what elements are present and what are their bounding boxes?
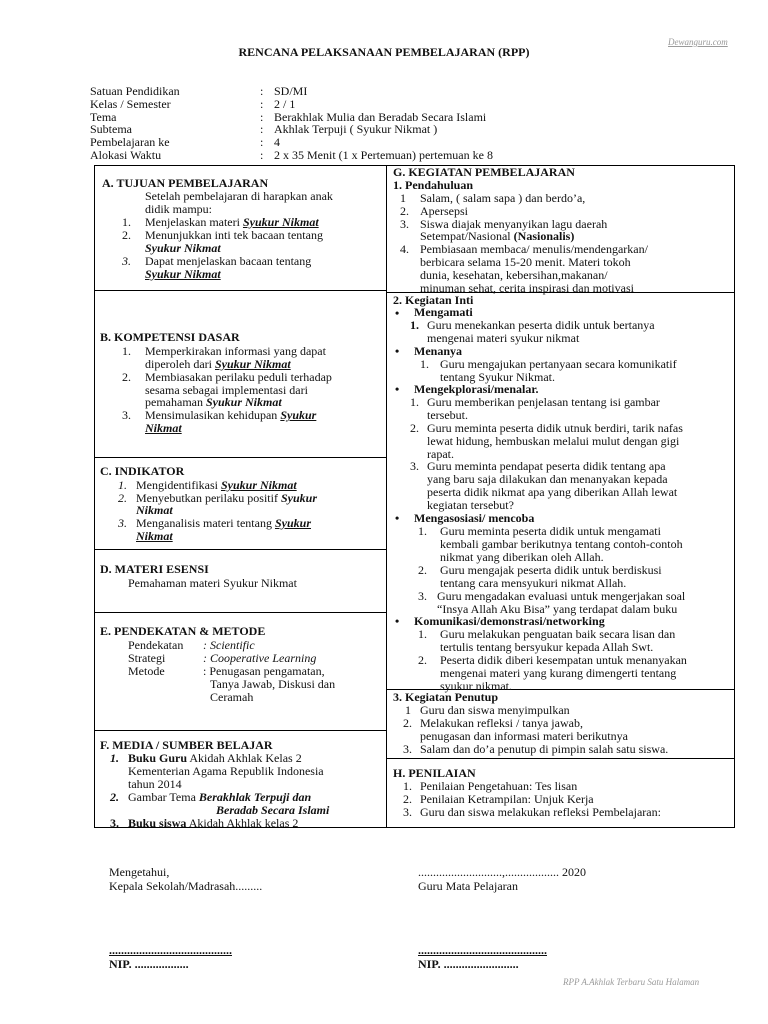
list-item: mengenai materi syukur nikmat [427,331,580,345]
nip-left: NIP. .................. [109,957,189,971]
list-item: tahun 2014 [128,777,182,791]
method-value: Tanya Jawab, Diskusi dan [210,677,336,691]
activity-heading: Mengamati [414,305,473,319]
list-number: 3. [410,459,419,473]
meta-row [90,149,493,162]
list-number: 2. [418,563,427,577]
bullet: • [395,614,400,628]
meta-value: Berakhlak Mulia dan Beradab Secara Islami [274,109,487,124]
row-divider [94,549,386,550]
list-item: Menganalisis materi tentang Syukur [136,516,311,530]
watermark-bottom: RPP A.Akhlak Terbaru Satu Halaman [563,977,700,987]
list-item: Buku siswa Akidah Akhlak kelas 2 [128,816,299,830]
list-item: Guru melakukan penguatan baik secara lisan dan [440,627,676,641]
list-item: Menjelaskan materi Syukur Nikmat [145,215,319,229]
list-number: 1. [420,357,429,371]
signature-line-right: ........................................... [418,943,547,957]
meta-colon: : [260,147,264,162]
footer-right-date: ............................,.................. 2020 [418,865,586,879]
list-number: 2. [403,716,412,730]
list-number: 1. [410,395,419,409]
list-item: “Insya Allah Aku Bisa” yang terdapat dalam buku [437,602,678,616]
list-item-text: Setempat/Nasional [420,229,514,244]
list-number: 3. [403,742,412,756]
subsection-heading: 1. Pendahuluan [393,178,474,192]
method-label: Strategi [128,651,166,665]
list-number: 1. [403,779,412,793]
list-number: 2. [118,491,127,505]
list-number: 2. [122,370,131,384]
section-f-heading: F. MEDIA / SUMBER BELAJAR [100,738,273,752]
subsection-heading: 2. Kegiatan Inti [393,293,474,307]
list-number: 3. [122,408,131,422]
method-value: Ceramah [210,690,254,704]
list-item-emphasis: Nikmat [145,421,182,435]
meta-key: Subtema [90,122,132,137]
list-item: rapat. [427,447,454,461]
list-item-emphasis: Syukur Nikmat [145,267,221,281]
list-number: 1. [122,215,131,229]
page-title: RENCANA PELAKSANAAN PEMBELAJARAN (RPP) [238,45,530,59]
meta-value: SD/MI [274,84,308,98]
list-number: 2. [410,421,419,435]
list-item-text: Salam, ( salam sapa ) dan berdo’a, [420,191,586,205]
method-label: Metode [128,664,165,678]
list-item: Menyebutkan perilaku positif Syukur [136,491,317,505]
list-item: Buku Guru Akidah Akhlak Kelas 2 [128,751,302,765]
section-a-intro: Setelah pembelajaran di harapkan anak [145,189,333,203]
meta-key: Pembelajaran ke [90,135,170,150]
list-item: kegiatan tersebut? [427,498,514,512]
footer-left-label: Mengetahui, [109,865,170,879]
list-number: 1 [400,191,406,205]
meta-row [90,85,493,98]
bullet: • [395,344,400,358]
list-item: lewat hidung, hembuskan melalui mulut dengan gigi [427,434,680,448]
list-item: peserta didik nikmat apa yang diberikan Allah lewat [427,485,678,499]
section-c-heading: C. INDIKATOR [100,464,185,478]
meta-key: Satuan Pendidikan [90,84,180,98]
meta-row [90,98,493,111]
section-a-intro: didik mampu: [145,202,212,216]
list-item-text: minuman sehat, cerita inspirasi dan motivasi [420,280,634,295]
section-e-heading: E. PENDEKATAN & METODE [100,624,266,638]
pendahuluan-list [400,192,730,294]
list-item-emphasis: Nikmat [136,529,173,543]
subsection-heading: 3. Kegiatan Penutup [393,690,499,704]
watermark-top[interactable]: Dewanguru.com [668,37,728,47]
meta-value: 2 x 35 Menit (1 x Pertemuan) pertemuan ke 8 [274,147,493,162]
section-a-heading: A. TUJUAN PEMBELAJARAN [102,176,269,190]
list-number: 4. [400,242,409,257]
meta-key: Kelas / Semester [90,96,171,111]
list-item: Guru dan siswa melakukan refleksi Pembelajaran: [420,805,661,819]
row-divider [94,457,386,458]
list-number: 2. [122,228,131,242]
row-divider [94,290,386,291]
list-number: 1. [118,478,127,492]
list-item: Memperkirakan informasi yang dapat [145,344,326,358]
meta-key: Alokasi Waktu [90,147,162,162]
list-number: 2. [110,790,119,804]
meta-colon: : [260,109,264,124]
list-item: Membiasakan perilaku peduli terhadap [145,370,332,384]
meta-key: Tema [90,109,117,124]
list-number: 3. [122,254,131,268]
list-number: 3. [118,516,127,530]
section-h-heading: H. PENILAIAN [393,766,476,780]
footer-left-role: Kepala Sekolah/Madrasah......... [109,879,263,893]
meta-colon: : [260,122,264,137]
list-number: 3. [418,589,427,603]
bullet: • [395,382,400,396]
list-item: Mensimulasikan kehidupan Syukur [145,408,317,422]
list-number: 3. [403,805,412,819]
list-item: mengenai materi yang kurang dimengerti tentang [440,666,677,680]
list-item: sesama sebagai implementasi dari [145,383,308,397]
column-divider [386,165,387,828]
bullet: • [395,306,400,320]
list-item: Guru menekankan peserta didik untuk bertanya [427,318,655,332]
footer-right-role: Guru Mata Pelajaran [418,879,518,893]
activity-heading: Komunikasi/demonstrasi/networking [414,614,605,628]
list-number: 2. [403,792,412,806]
list-item-text: Apersepsi [420,203,468,218]
activity-heading: Mengekplorasi/menalar. [414,382,539,396]
list-item: Guru dan siswa menyimpulkan [420,703,570,717]
row-divider [386,758,735,759]
list-number: 1. [418,627,427,641]
section-g-heading: G. KEGIATAN PEMBELAJARAN [393,165,575,179]
list-item: Guru mengajak peserta didik untuk berdiskusi [440,563,662,577]
activity-heading: Mengasosiasi/ mencoba [414,511,535,525]
list-item: Penilaian Ketrampilan: Unjuk Kerja [420,792,594,806]
list-item: Dapat menjelaskan bacaan tentang [145,254,312,268]
list-item-emphasis: (Nasionalis) [513,229,575,244]
meta-value: Akhlak Terpuji ( Syukur Nikmat ) [274,122,438,137]
row-divider [94,730,386,731]
list-number: 2. [400,203,409,218]
list-item: tertulis tentang bersyukur kepada Allah Swt. [440,640,654,654]
list-number: 1. [110,751,119,765]
list-item: Menunjukkan inti tek bacaan tentang [145,228,323,242]
list-item: syukur nikmat. [440,679,512,693]
list-item: Guru memberikan penjelasan tentang isi gambar [427,395,660,409]
list-item: diperoleh dari Syukur Nikmat [145,357,291,371]
list-item: Guru mengadakan evaluasi untuk mengerjakan soal [437,589,686,603]
list-number: 3. [400,216,409,231]
list-item-emphasis: Syukur Nikmat [145,241,221,255]
list-item-text: Siswa diajak menyanyikan lagu daerah [420,216,608,231]
meta-colon: : [260,135,264,150]
signature-line-left: ......................................... [109,943,232,957]
nip-right: NIP. ......................... [418,957,519,971]
meta-value: 2 / 1 [274,96,296,111]
list-number: 2. [418,653,427,667]
list-item: Kementerian Agama Republik Indonesia [128,764,324,778]
section-d-heading: D. MATERI ESENSI [100,562,209,576]
meta-colon: : [260,96,264,111]
list-number: 1. [122,344,131,358]
list-item: pemahaman Syukur Nikmat [145,395,282,409]
meta-info [90,85,493,162]
list-item: tentang cara mensyukuri nikmat Allah. [440,576,627,590]
section-b-heading: B. KOMPETENSI DASAR [100,330,240,344]
list-number: 3. [110,816,119,830]
list-item: penugasan dan informasi materi berikutnya [420,729,628,743]
list-item: nikmat yang diberikan oleh Allah. [440,550,604,564]
list-number: 1. [410,318,419,332]
list-item: kembali gambar berikutnya tentang contoh-contoh [440,537,683,551]
meta-colon: : [260,84,264,98]
row-divider [94,612,386,613]
activity-heading: Menanya [414,344,462,358]
method-value: : Penugasan pengamatan, [203,664,325,678]
list-item-emphasis: Nikmat [136,503,173,517]
list-item-text: berbicara selama 15-20 menit. Materi tokoh [420,254,631,269]
list-item-text: Pembiasaan membaca/ menulis/mendengarkan/ [420,242,648,257]
list-item: Gambar Tema Berakhlak Terpuji dan [128,790,312,804]
meta-value: 4 [274,135,280,150]
section-d-text: Pemahaman materi Syukur Nikmat [128,576,297,590]
list-item: Guru mengajukan pertanyaan secara komunikatif [440,357,677,371]
bullet: • [395,511,400,525]
list-item: Guru meminta pendapat peserta didik tentang apa [427,459,666,473]
list-item: Guru meminta peserta didik utnuk berdiri, tarik nafas [427,421,683,435]
method-value: : Scientific [203,638,255,652]
list-item-emphasis: Beradab Secara Islami [216,803,330,817]
list-item: tentang Syukur Nikmat. [440,370,555,384]
list-item-text: dunia, kesehatan, kebersihan,makanan/ [420,267,608,282]
list-item: Melakukan refleksi / tanya jawab, [420,716,583,730]
list-item: Peserta didik diberi kesempatan untuk menanyakan [440,653,687,667]
list-item: tersebut. [427,408,468,422]
list-item: Mengidentifikasi Syukur Nikmat [136,478,297,492]
list-item: Salam dan do’a penutup di pimpin salah satu siswa. [420,742,669,756]
list-number: 1. [418,524,427,538]
method-label: Pendekatan [128,638,184,652]
list-number: 1 [405,703,411,717]
method-value: : Cooperative Learning [203,651,317,665]
list-item: Penilaian Pengetahuan: Tes lisan [420,779,578,793]
list-item: yang baru saja dilakukan dan menanyakan kepada [427,472,668,486]
list-item: Guru meminta peserta didik untuk mengamati [440,524,661,538]
